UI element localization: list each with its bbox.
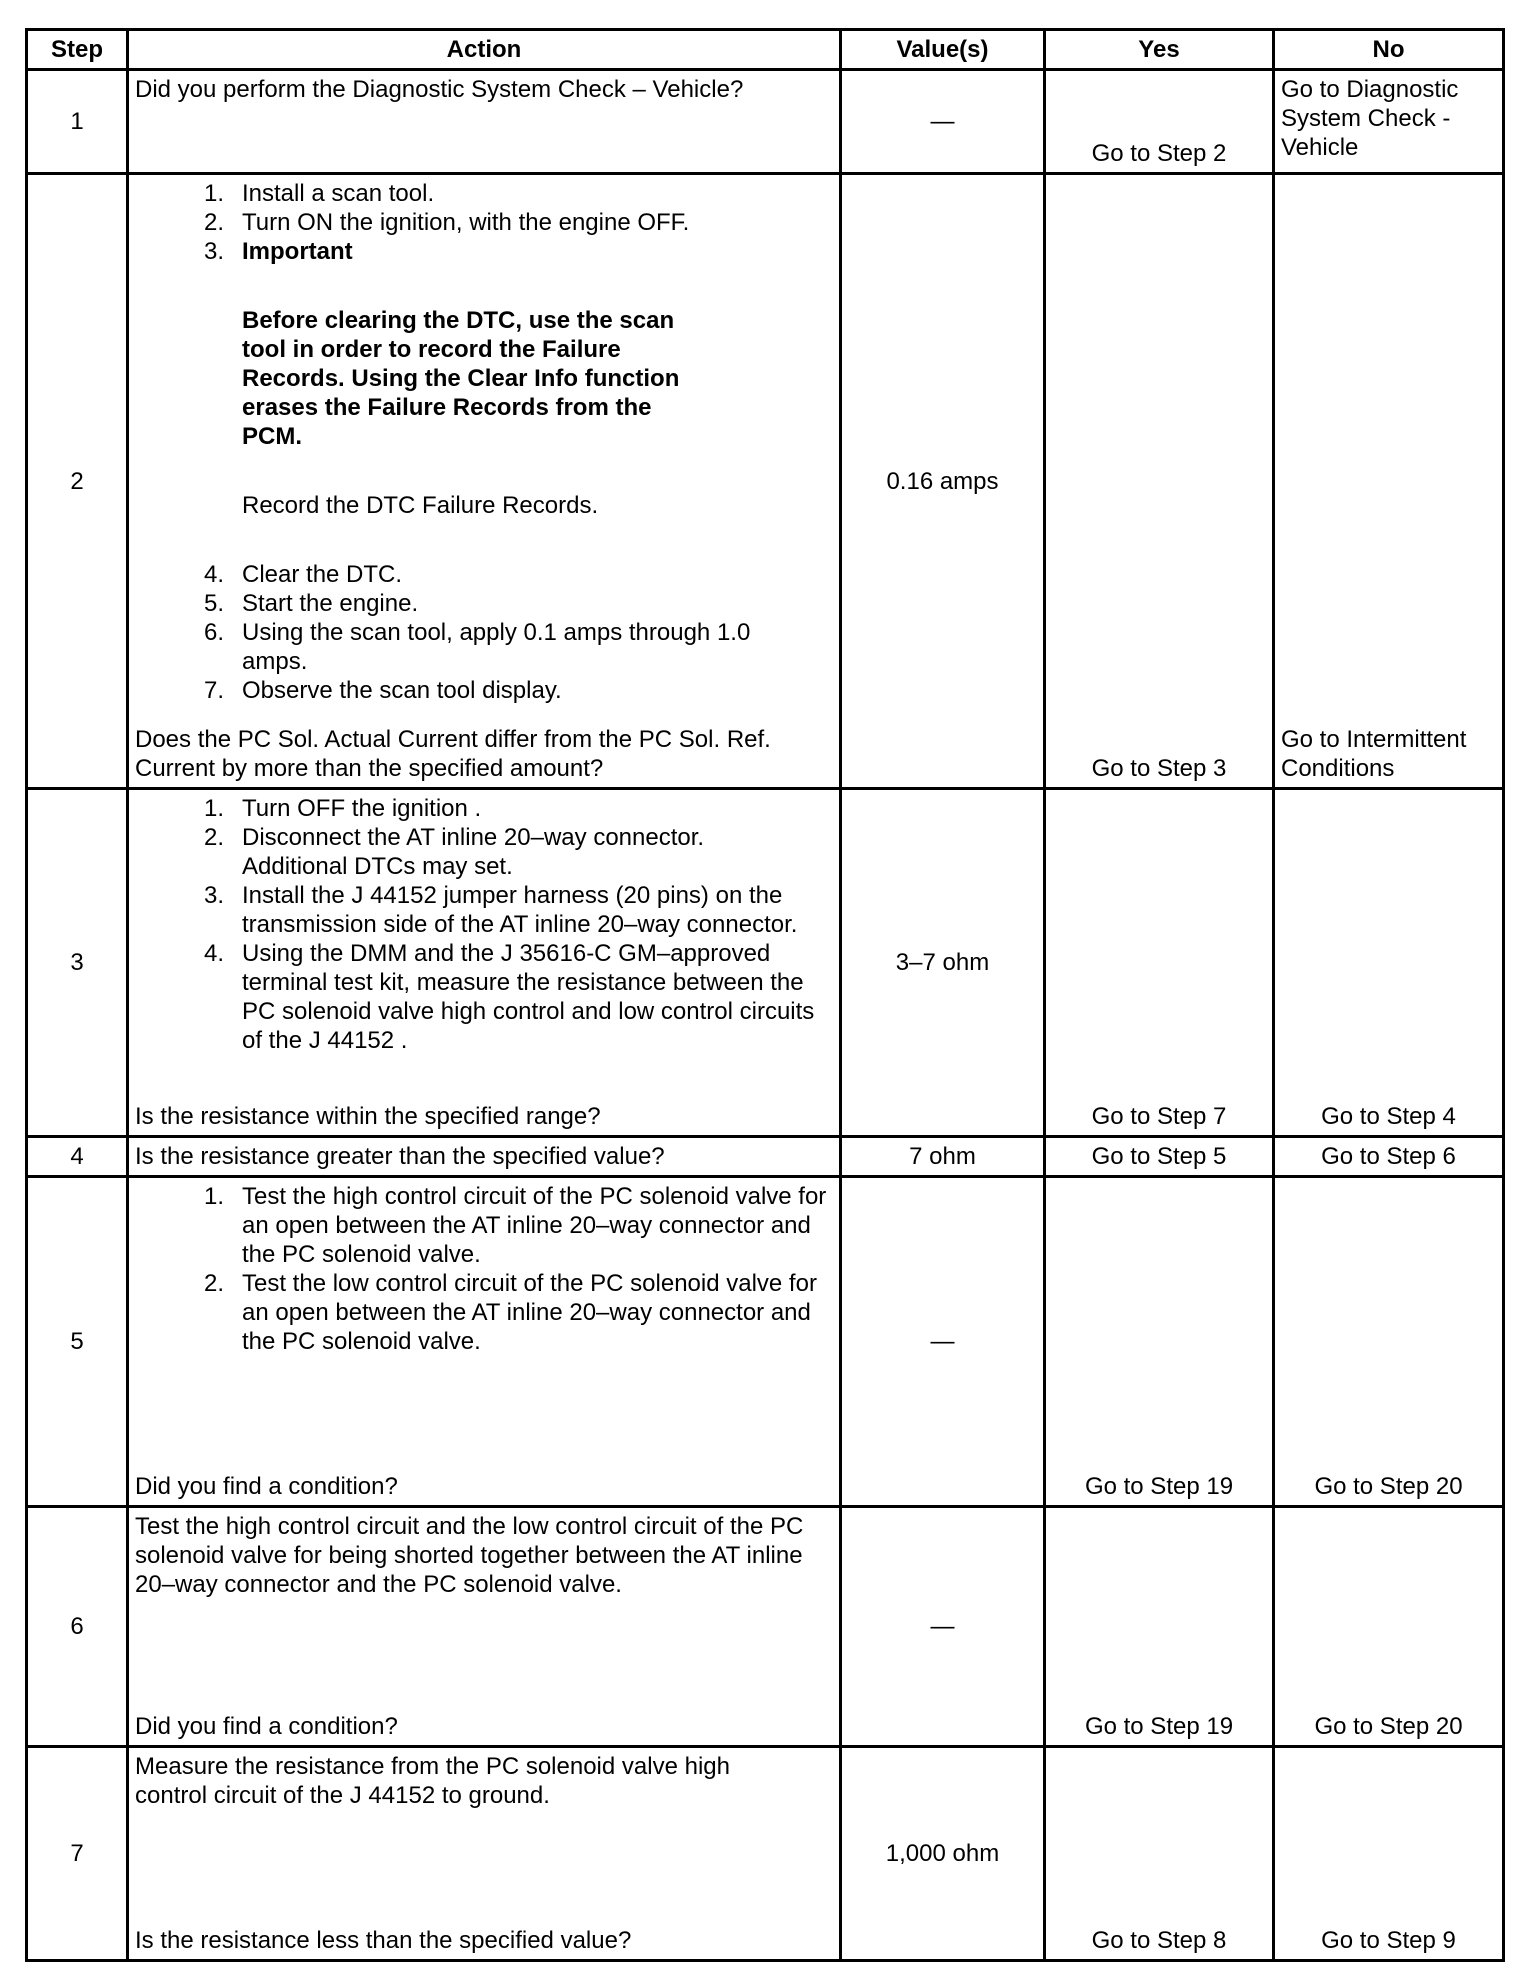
no-link[interactable]: Go to Step 9 bbox=[1321, 1927, 1456, 1954]
list-item: 4. Clear the DTC. bbox=[203, 561, 403, 588]
step-number: 4 bbox=[27, 1137, 128, 1177]
question-text: Did you find a condition? bbox=[135, 1713, 398, 1740]
important-text: Before clearing the DTC, use the scan tool in order to record the Failure Records. Using the Clear Info function erases the Failure Records from the PCM. bbox=[242, 307, 680, 450]
question-text: Does the PC Sol. Actual Current differ from the PC Sol. Ref. Current by more than the specified amount? bbox=[135, 726, 771, 782]
header-values: Value(s) bbox=[841, 30, 1045, 70]
header-step: Step bbox=[27, 30, 128, 70]
table-row bbox=[27, 1137, 1504, 1177]
value-text: — bbox=[841, 1507, 1045, 1747]
value-text: — bbox=[841, 70, 1045, 174]
action-text: Is the resistance greater than the specified value? bbox=[128, 1137, 841, 1177]
list-item: 1. Turn OFF the ignition . bbox=[203, 795, 482, 822]
yes-link[interactable]: Go to Step 19 bbox=[1084, 1713, 1234, 1740]
no-link[interactable]: Go to Step 20 bbox=[1314, 1473, 1463, 1500]
no-link[interactable]: Go to Intermittent Conditions bbox=[1281, 726, 1467, 782]
record-text: Record the DTC Failure Records. bbox=[242, 492, 599, 519]
list-item: 2. Disconnect the AT inline 20–way connector. Additional DTCs may set. bbox=[203, 824, 705, 880]
step-number: 5 bbox=[27, 1177, 128, 1507]
step-number: 7 bbox=[27, 1747, 128, 1961]
list-item: 7. Observe the scan tool display. bbox=[203, 677, 562, 704]
table-row bbox=[27, 1507, 1504, 1747]
header-no: No bbox=[1274, 30, 1504, 70]
step-number: 6 bbox=[27, 1507, 128, 1747]
value-text: 1,000 ohm bbox=[841, 1747, 1045, 1961]
list-item: 4. Using the DMM and the J 35616-C GM–approved terminal test kit, measure the resistance between the PC solenoid valve high control and low control circuits of the J 44152 . bbox=[203, 940, 815, 1054]
table-row bbox=[27, 174, 1504, 789]
no-link[interactable]: Go to Step 20 bbox=[1314, 1713, 1463, 1740]
value-text: 3–7 ohm bbox=[841, 789, 1045, 1137]
question-text: Did you find a condition? bbox=[135, 1473, 398, 1500]
table-row bbox=[27, 1747, 1504, 1961]
action-text: Did you perform the Diagnostic System Check – Vehicle? bbox=[128, 70, 841, 174]
diagnostic-table bbox=[25, 28, 1505, 1962]
yes-link[interactable]: Go to Step 3 bbox=[1091, 755, 1227, 782]
value-text: 7 ohm bbox=[841, 1137, 1045, 1177]
no-link[interactable]: Go to Step 6 bbox=[1274, 1137, 1504, 1177]
list-item: 3. Important bbox=[203, 238, 353, 265]
table-row bbox=[27, 1177, 1504, 1507]
header-row bbox=[27, 30, 1504, 70]
list-item: 2. Test the low control circuit of the PC solenoid valve for an open between the AT inline 20–way connector and the PC solenoid valve. bbox=[203, 1270, 817, 1355]
list-item: 1. Test the high control circuit of the PC solenoid valve for an open between the AT inline 20–way connector and the PC solenoid valve. bbox=[203, 1183, 827, 1268]
table-row bbox=[27, 789, 1504, 1137]
header-yes: Yes bbox=[1045, 30, 1274, 70]
question-text: Is the resistance within the specified range? bbox=[135, 1103, 601, 1130]
no-link[interactable]: Go to Diagnostic System Check - Vehicle bbox=[1281, 76, 1459, 161]
value-text: — bbox=[841, 1177, 1045, 1507]
step-number: 1 bbox=[27, 70, 128, 174]
table-row bbox=[27, 70, 1504, 174]
action-text: Test the high control circuit and the low control circuit of the PC solenoid valve for being shorted together between the AT inline 20–way connector and the PC solenoid valve. bbox=[135, 1513, 804, 1598]
header-action: Action bbox=[128, 30, 841, 70]
step-number: 3 bbox=[27, 789, 128, 1137]
list-item: 6. Using the scan tool, apply 0.1 amps through 1.0 amps. bbox=[203, 619, 751, 675]
no-link[interactable]: Go to Step 4 bbox=[1321, 1103, 1456, 1130]
yes-link[interactable]: Go to Step 2 bbox=[1091, 140, 1227, 167]
yes-link[interactable]: Go to Step 5 bbox=[1045, 1137, 1274, 1177]
yes-link[interactable]: Go to Step 8 bbox=[1091, 1927, 1227, 1954]
question-text: Is the resistance less than the specified value? bbox=[135, 1927, 632, 1954]
list-item: 3. Install the J 44152 jumper harness (20 pins) on the transmission side of the AT inline 20–way connector. bbox=[203, 882, 798, 938]
action-text: Measure the resistance from the PC solenoid valve high control circuit of the J 44152 to ground. bbox=[135, 1753, 730, 1809]
list-item: 5. Start the engine. bbox=[203, 590, 419, 617]
list-item: 2. Turn ON the ignition, with the engine OFF. bbox=[203, 209, 690, 236]
yes-link[interactable]: Go to Step 19 bbox=[1084, 1473, 1234, 1500]
step-number: 2 bbox=[27, 174, 128, 789]
list-item: 1. Install a scan tool. bbox=[203, 180, 435, 207]
yes-link[interactable]: Go to Step 7 bbox=[1091, 1103, 1227, 1130]
value-text: 0.16 amps bbox=[841, 174, 1045, 789]
